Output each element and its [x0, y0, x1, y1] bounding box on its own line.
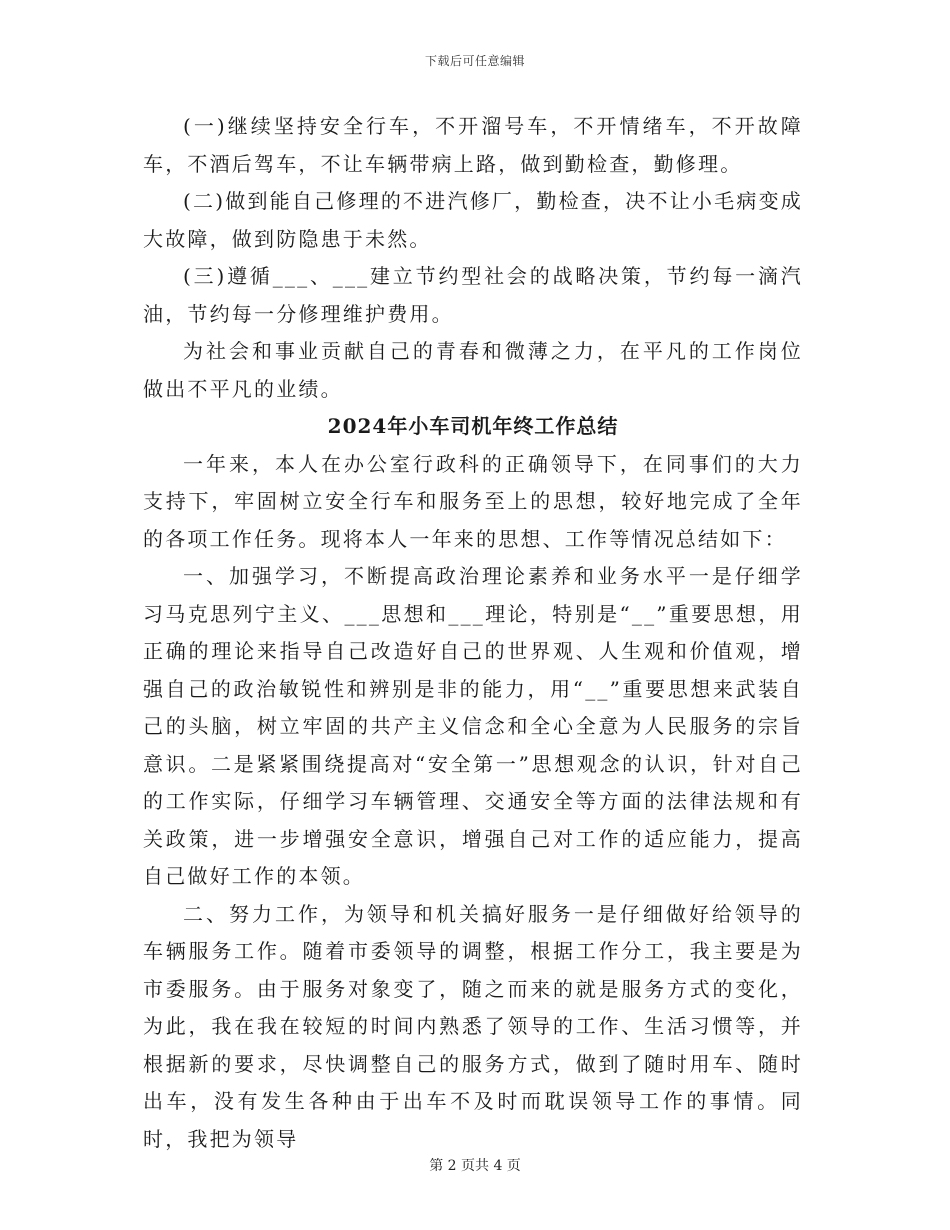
paragraph: 一、加强学习，不断提高政治理论素养和业务水平一是仔细学习马克思列宁主义、___思想和___理论，特别是“__”重要思想，用正确的理论来指导自己改造好自己的世界观、人生观和价值观，增强自己的政治敏锐性和辨别是非的能力，用“__”重要思想来武装自己的头脑，树立牢固的共产主义信念和全心全意为人民服务的宗旨意识。二是紧紧围绕提高对“安全第一”思想观念的认识，针对自己的工作实际，仔细学习车辆管理、交通安全等方面的法律法规和有关政策，进一步增强安全意识，增强自己对工作的适应能力，提高自己做好工作的本领。 [143, 564, 803, 888]
paragraph: (二)做到能自己修理的不进汽修厂，勤检查，决不让小毛病变成大故障，做到防隐患于未然。 [143, 189, 803, 251]
paragraph: 为社会和事业贡献自己的青春和微薄之力，在平凡的工作岗位做出不平凡的业绩。 [143, 339, 803, 401]
paragraph: 一年来，本人在办公室行政科的正确领导下，在同事们的大力支持下，牢固树立安全行车和服务至上的思想，较好地完成了全年的各项工作任务。现将本人一年来的思想、工作等情况总结如下： [143, 451, 803, 551]
document-body [143, 108, 803, 1158]
page-header: 下载后可任意编辑 [424, 54, 525, 68]
paragraph: (三)遵循___、___建立节约型社会的战略决策，节约每一滴汽油，节约每一分修理维护费用。 [143, 264, 803, 326]
page-footer: 第 2 页共 4 页 [429, 1158, 521, 1174]
section-title: 2024年小车司机年终工作总结 [327, 414, 619, 438]
paragraph: 二、努力工作，为领导和机关搞好服务一是仔细做好给领导的车辆服务工作。随着市委领导的调整，根据工作分工，我主要是为市委服务。由于服务对象变了，随之而来的就是服务方式的变化，为此，我在我在较短的时间内熟悉了领导的工作、生活习惯等，并根据新的要求，尽快调整自己的服务方式，做到了随时用车、随时出车，没有发生各种由于出车不及时而耽误领导工作的事情。同时，我把为领导 [143, 901, 803, 1151]
paragraph: (一)继续坚持安全行车，不开溜号车，不开情绪车，不开故障车，不酒后驾车，不让车辆带病上路，做到勤检查，勤修理。 [143, 114, 803, 176]
